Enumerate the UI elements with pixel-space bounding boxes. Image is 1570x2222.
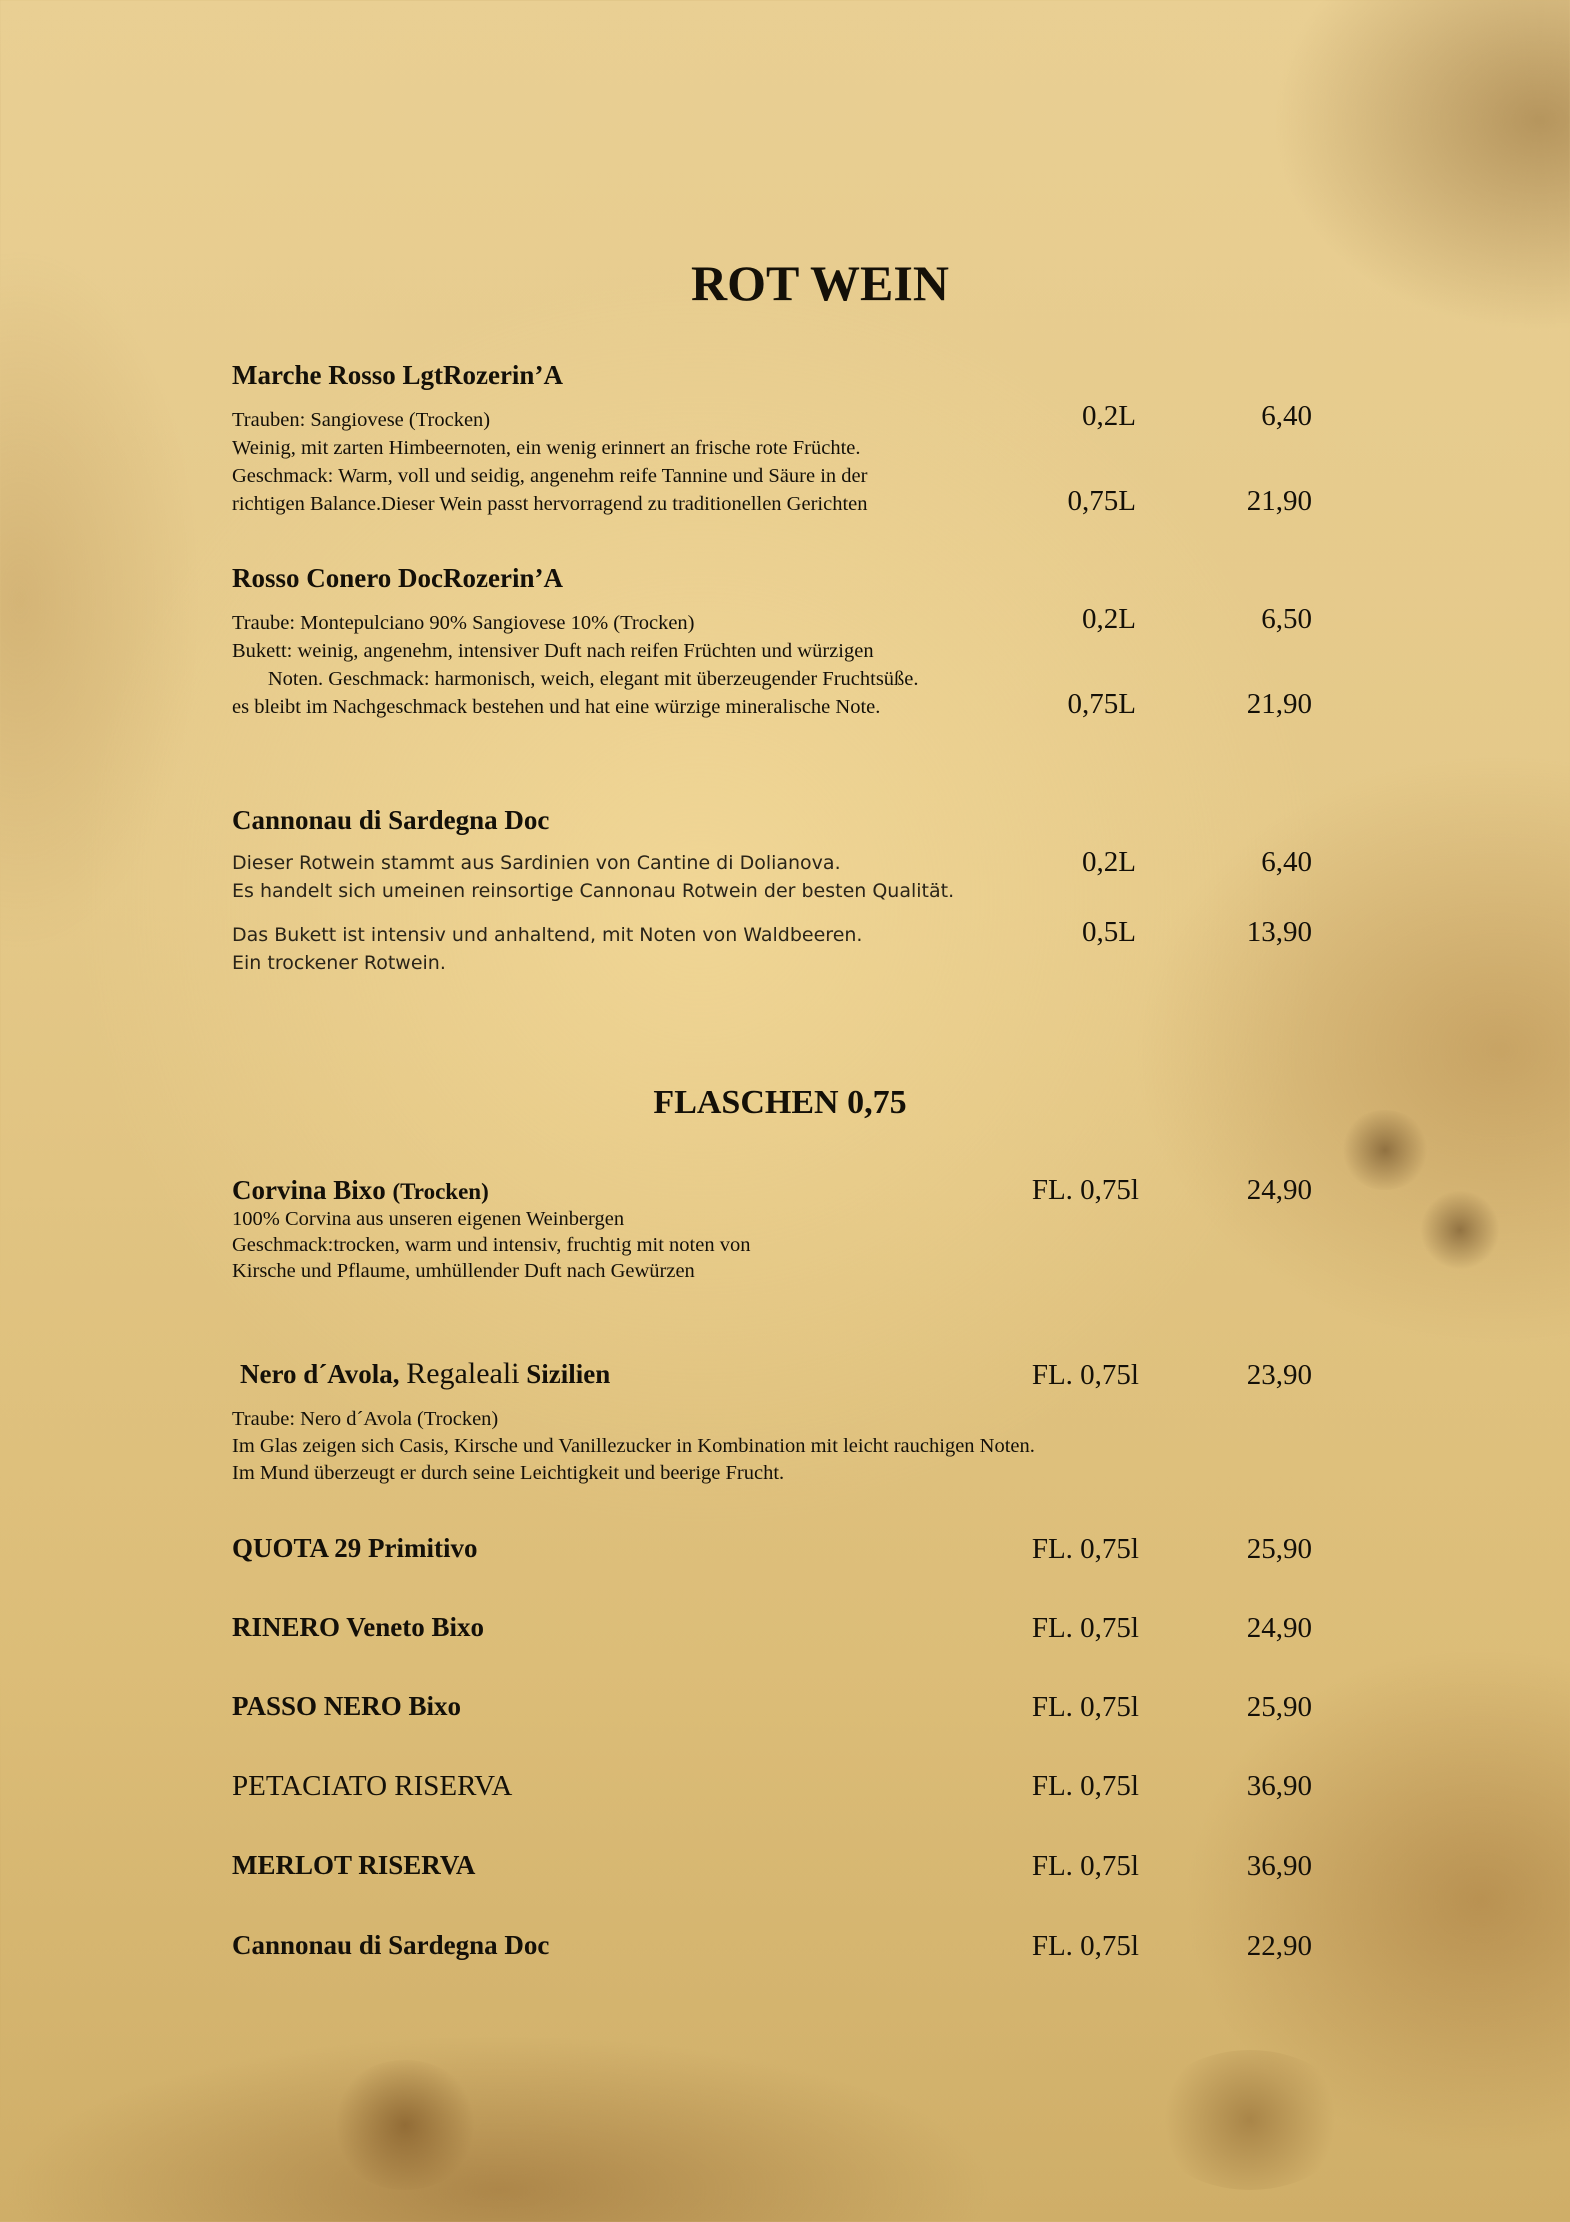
bottle-description: Traube: Nero d´Avola (Trocken) Im Glas zeigen sich Casis, Kirsche und Vanillezucker in Kombination mit leicht rauchigen Noten. Im Mund überzeugt er durch seine Leichtigkeit und beerige Frucht.: [232, 1408, 1035, 1484]
bottle-price: 24,90: [1246, 1612, 1312, 1644]
wine-volume: 0,75L: [1067, 485, 1136, 517]
bottle-name: PASSO NERO Bixo: [232, 1691, 462, 1721]
wine-price: 21,90: [1246, 485, 1312, 517]
page-title: ROT WEIN: [691, 255, 949, 311]
wine-volume: 0,2L: [1082, 603, 1136, 635]
bottle-volume: FL. 0,75l: [1031, 1850, 1139, 1882]
bottle-price: 24,90: [1246, 1174, 1312, 1206]
bottle-name: Corvina Bixo (Trocken): [232, 1175, 489, 1205]
wine-name: Cannonau di Sardegna Doc: [232, 805, 550, 835]
bottle-name: QUOTA 29 Primitivo: [232, 1533, 478, 1563]
bottle-price: 23,90: [1246, 1359, 1312, 1391]
bottle-price: 36,90: [1246, 1850, 1312, 1882]
bottle-price: 22,90: [1246, 1930, 1312, 1962]
wine-price: 21,90: [1246, 688, 1312, 720]
wine-price: 6,50: [1261, 603, 1312, 635]
paper-stain: [330, 2060, 480, 2190]
bottle-price: 25,90: [1246, 1691, 1312, 1723]
bottle-name: PETACIATO RISERVA: [232, 1770, 513, 1802]
bottle-volume: FL. 0,75l: [1031, 1930, 1139, 1962]
bottle-volume: FL. 0,75l: [1031, 1359, 1139, 1391]
wine-name: Marche Rosso LgtRozerin’A: [232, 360, 563, 390]
wine-name: Rosso Conero DocRozerin’A: [232, 563, 563, 593]
wine-volume: 0,5L: [1082, 916, 1136, 948]
bottle-name: Nero d´Avola, Regaleali Sizilien: [240, 1357, 611, 1390]
wine-price: 6,40: [1261, 400, 1312, 432]
bottle-volume: FL. 0,75l: [1031, 1691, 1139, 1723]
paper-stain: [1420, 1190, 1500, 1270]
wine-volume: 0,2L: [1082, 846, 1136, 878]
paper-stain: [1340, 1110, 1430, 1190]
paper-stain: [1150, 2050, 1350, 2190]
bottle-name: MERLOT RISERVA: [232, 1850, 476, 1880]
wine-volume: 0,2L: [1082, 400, 1136, 432]
bottle-price: 25,90: [1246, 1533, 1312, 1565]
section-title-bottles: FLASCHEN 0,75: [653, 1084, 907, 1121]
bottle-description: 100% Corvina aus unseren eigenen Weinbergen Geschmack:trocken, warm und intensiv, fruchtig mit noten von Kirsche und Pflaume, umhüllender Duft nach Gewürzen: [232, 1208, 751, 1282]
wine-volume: 0,75L: [1067, 688, 1136, 720]
bottle-volume: FL. 0,75l: [1031, 1174, 1139, 1206]
wine-description: Dieser Rotwein stammt aus Sardinien von Cantine di Dolianova. Es handelt sich umeinen reinsortige Cannonau Rotwein der besten Qualität.: [232, 852, 955, 902]
bottle-volume: FL. 0,75l: [1031, 1612, 1139, 1644]
wine-description: Trauben: Sangiovese (Trocken) Weinig, mit zarten Himbeernoten, ein wenig erinnert an frische rote Früchte. Geschmack: Warm, voll und seidig, angenehm reife Tannine und Säure in der richtigen Balance.Dieser Wein passt hervorragend zu traditionellen Gerichten: [232, 409, 868, 515]
bottle-volume: FL. 0,75l: [1031, 1770, 1139, 1802]
wine-description: Das Bukett ist intensiv und anhaltend, mit Noten von Waldbeeren. Ein trockener Rotwein.: [232, 924, 863, 974]
wine-description: Traube: Montepulciano 90% Sangiovese 10% (Trocken) Bukett: weinig, angenehm, intensiver Duft nach reifen Früchten und würzigen Noten. Geschmack: harmonisch, weich, elegant mit überzeugender Fruchtsüße. es bleibt im Nachgeschmack bestehen und hat eine würzige mineralische Note.: [232, 612, 919, 718]
wine-price: 13,90: [1246, 916, 1312, 948]
wine-price: 6,40: [1261, 846, 1312, 878]
bottle-name: RINERO Veneto Bixo: [232, 1612, 485, 1642]
bottle-volume: FL. 0,75l: [1031, 1533, 1139, 1565]
bottle-price: 36,90: [1246, 1770, 1312, 1802]
bottle-name: Cannonau di Sardegna Doc: [232, 1930, 550, 1960]
